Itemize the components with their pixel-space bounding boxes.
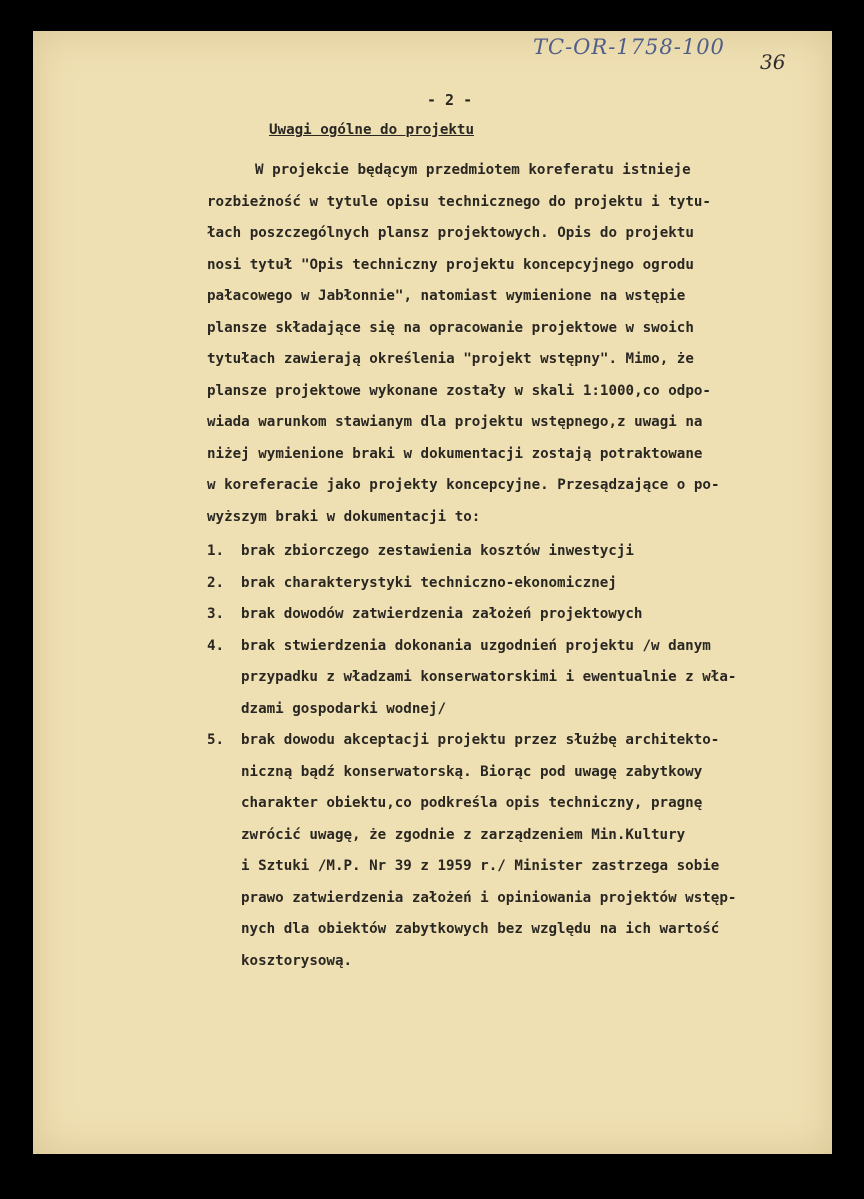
list-item-line: kosztorysową.: [241, 952, 353, 969]
list-item-line: brak stwierdzenia dokonania uzgodnień projektu /w danym: [241, 637, 711, 654]
section-heading: Uwagi ogólne do projektu: [269, 122, 474, 138]
paragraph-line: plansze składające się na opracowanie projektowe w swoich: [207, 319, 694, 336]
handwritten-reference-number: TC-OR-1758-100: [533, 35, 725, 59]
list-item: [207, 725, 736, 977]
list-item-line: brak dowodów zatwierdzenia założeń projektowych: [241, 606, 643, 622]
paragraph-line: wiada warunkom stawianym dla projektu wstępnego,z uwagi na: [207, 414, 703, 430]
folio-number: 36: [760, 50, 786, 74]
paragraph-line: W projekcie będącym przedmiotem koreferatu istnieje: [255, 162, 691, 178]
list-item-number: 4.: [207, 637, 225, 654]
body-paragraph: [208, 155, 720, 533]
paragraph-line: rozbieżność w tytule opisu technicznego do projektu i tytu-: [207, 193, 711, 210]
list-item-line: niczną bądź konserwatorską. Biorąc pod uwagę zabytkowy: [241, 763, 703, 780]
deficiency-list: [207, 536, 736, 977]
list-item: [207, 568, 736, 600]
paragraph-line: w koreferacie jako projekty koncepcyjne. Przesądzające o po-: [207, 477, 720, 493]
list-item-line: dzami gospodarki wodnej/: [241, 700, 446, 717]
list-item-line: i Sztuki /M.P. Nr 39 z 1959 r./ Minister zastrzega sobie: [241, 858, 720, 874]
paragraph-line: wyższym braki w dokumentacji to:: [207, 508, 481, 525]
list-item-number: 5.: [207, 732, 225, 748]
paragraph-line: niżej wymienione braki w dokumentacji zostają potraktowane: [207, 445, 703, 462]
paragraph-line: nosi tytuł "Opis techniczny projektu koncepcyjnego ogrodu: [207, 256, 694, 273]
list-item-number: 3.: [207, 606, 225, 622]
list-item-line: przypadku z władzami konserwatorskimi i ewentualnie z wła-: [241, 669, 737, 685]
page-number: - 2 -: [427, 91, 473, 109]
list-item-line: brak zbiorczego zestawienia kosztów inwestycji: [241, 543, 634, 559]
paragraph-line: pałacowego w Jabłonnie", natomiast wymienione na wstępie: [207, 288, 686, 304]
list-item: [207, 599, 736, 631]
list-item-line: zwrócić uwagę, że zgodnie z zarządzeniem Min.Kultury: [241, 826, 686, 843]
list-item-line: brak dowodu akceptacji projektu przez służbę architekto-: [241, 732, 720, 748]
list-item-line: charakter obiektu,co podkreśla opis techniczny, pragnę: [241, 795, 703, 811]
list-item-line: prawo zatwierdzenia założeń i opiniowania projektów wstęp-: [241, 889, 737, 906]
list-item-number: 2.: [207, 574, 225, 591]
document-page: [33, 31, 832, 1154]
list-item-line: nych dla obiektów zabytkowych bez względu na ich wartość: [241, 921, 720, 937]
paragraph-line: plansze projektowe wykonane zostały w skali 1:1000,co odpo-: [207, 382, 711, 399]
list-item: [207, 631, 736, 726]
paragraph-line: łach poszczególnych plansz projektowych. Opis do projektu: [207, 225, 694, 241]
paragraph-line: tytułach zawierają określenia "projekt wstępny". Mimo, że: [207, 351, 694, 367]
list-item-number: 1.: [207, 543, 225, 559]
list-item: [207, 536, 736, 568]
list-item-line: brak charakterystyki techniczno-ekonomicznej: [241, 574, 617, 591]
